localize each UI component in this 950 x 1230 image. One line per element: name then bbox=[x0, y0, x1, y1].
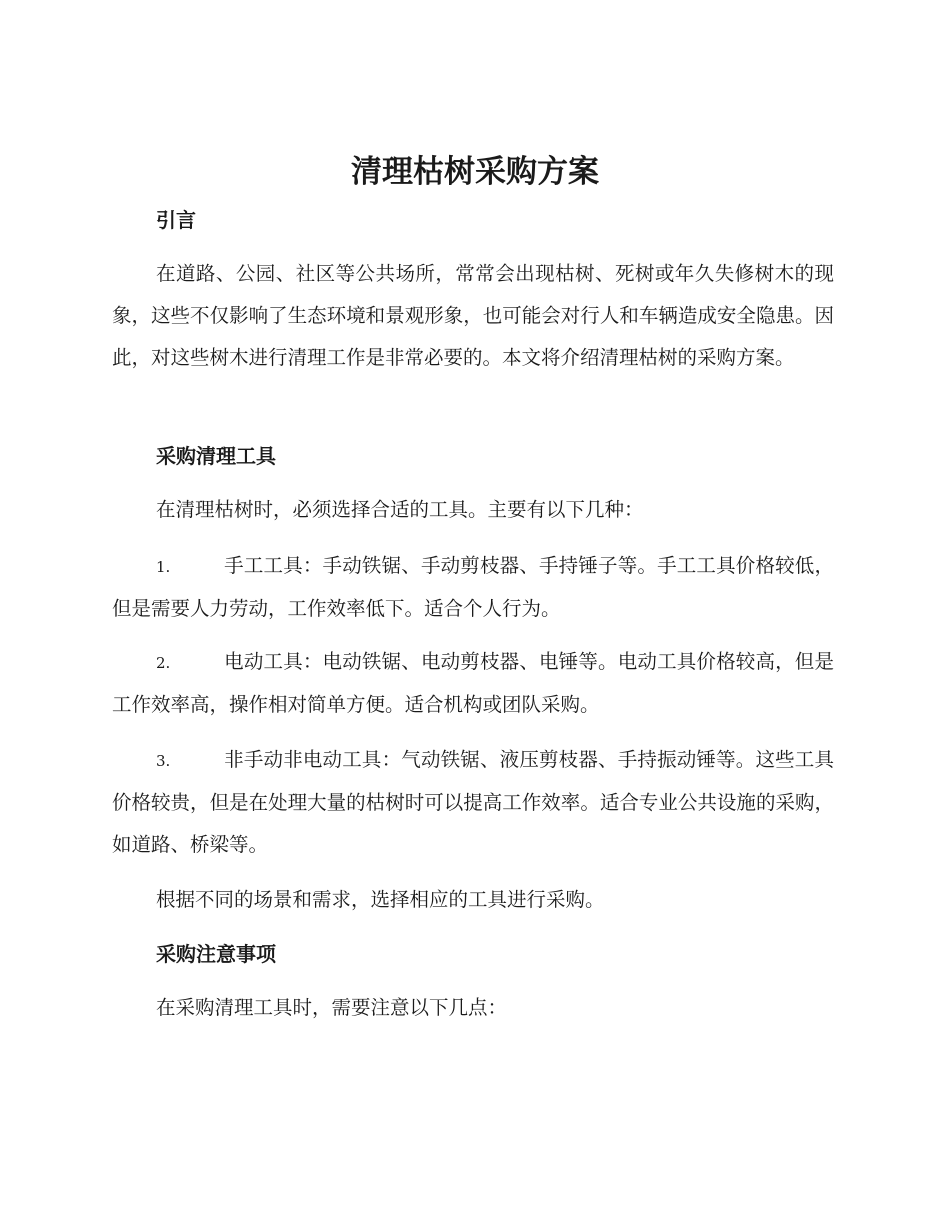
list-item bbox=[112, 545, 834, 630]
section-heading-intro: 引言 bbox=[156, 208, 196, 232]
list-item bbox=[112, 739, 834, 866]
section-heading-notes: 采购注意事项 bbox=[156, 942, 276, 966]
intro-paragraph: 在道路、公园、社区等公共场所，常常会出现枯树、死树或年久失修树木的现象，这些不仅影响了生态环境和景观形象，也可能会对行人和车辆造成安全隐患。因此，对这些树木进行清理工作是非常必要的。本文将介绍清理枯树的采购方案。 bbox=[112, 262, 834, 369]
list-item-text: 电动工具：电动铁锯、电动剪枝器、电锤等。电动工具价格较高，但是工作效率高，操作相对简单方便。适合机构或团队采购。 bbox=[112, 650, 834, 716]
section-heading-tools: 采购清理工具 bbox=[156, 444, 276, 468]
tools-intro-paragraph: 在清理枯树时，必须选择合适的工具。主要有以下几种： bbox=[156, 498, 644, 521]
list-item-text: 非手动非电动工具：气动铁锯、液压剪枝器、手持振动锤等。这些工具价格较贵，但是在处理大量的枯树时可以提高工作效率。适合专业公共设施的采购，如道路、桥梁等。 bbox=[112, 748, 834, 856]
list-item-text: 手工工具：手动铁锯、手动剪枝器、手持锤子等。手工工具价格较低，但是需要人力劳动，工作效率低下。适合个人行为。 bbox=[112, 554, 834, 620]
notes-intro-paragraph: 在采购清理工具时，需要注意以下几点： bbox=[156, 996, 508, 1019]
tools-outro-paragraph: 根据不同的场景和需求，选择相应的工具进行采购。 bbox=[156, 888, 605, 911]
list-item bbox=[112, 641, 834, 726]
list-item-number: 3. bbox=[156, 752, 171, 770]
document-title: 清理枯树采购方案 bbox=[351, 154, 599, 190]
list-item-number: 2. bbox=[156, 654, 171, 672]
list-item-number: 1. bbox=[156, 558, 171, 576]
